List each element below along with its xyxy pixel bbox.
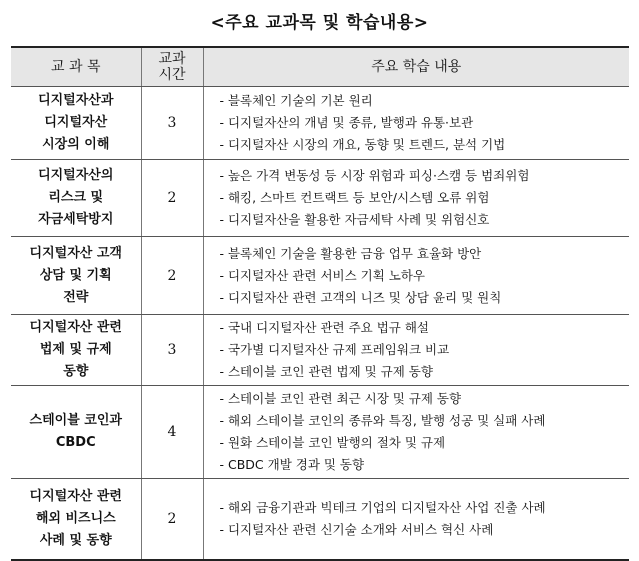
- content-cell: [203, 237, 629, 315]
- content-item: - 디지털자산 시장의 개요, 동향 및 트렌드, 분석 기법: [219, 137, 506, 152]
- page-title: <주요 교과목 및 학습내용>: [210, 13, 429, 33]
- content-cell: [203, 386, 629, 479]
- header-hours-line2: 시간: [158, 67, 186, 83]
- subject-line: 디지털자산과: [38, 93, 114, 108]
- subject-line: 스테이블 코인과: [29, 413, 122, 428]
- subject-line: 해외 비즈니스: [35, 511, 116, 526]
- content-item: - 디지털자산의 개념 및 종류, 발행과 유통·보관: [219, 115, 474, 130]
- content-item: - 원화 스테이블 코인 발행의 절차 및 규제: [219, 435, 446, 450]
- content-item: - 블록체인 기술을 활용한 금융 업무 효율화 방안: [219, 245, 482, 261]
- content-item: - 스테이블 코인 관련 법제 및 규제 동향: [219, 364, 433, 379]
- content-cell: [203, 479, 629, 561]
- header-hours-line1: 교과: [158, 51, 186, 67]
- subject-line: 디지털자산 관련: [29, 489, 122, 504]
- table-row: [11, 386, 629, 479]
- hours-cell: 2: [141, 237, 203, 315]
- header-subject: 교 과 목: [11, 47, 141, 87]
- subject-line: 사례 및 동향: [39, 533, 112, 548]
- content-item: - 스테이블 코인 관련 최근 시장 및 규제 동향: [219, 391, 462, 406]
- subject-cell: [11, 87, 141, 160]
- subject-line: 법제 및 규제: [39, 342, 112, 357]
- table-header-row: [11, 47, 629, 87]
- hours-cell: 2: [141, 479, 203, 561]
- subject-line: 전략: [63, 289, 89, 305]
- subject-cell: [11, 386, 141, 479]
- content-item: - 블록체인 기술의 기본 원리: [219, 93, 373, 108]
- subject-cell: [11, 479, 141, 561]
- hours-cell: 3: [141, 315, 203, 386]
- subject-cell: [11, 315, 141, 386]
- content-item: - CBDC 개발 경과 및 동향: [219, 457, 365, 472]
- content-item: - 디지털자산을 활용한 자금세탁 사례 및 위험신호: [219, 212, 490, 227]
- table-row: [11, 160, 629, 237]
- subject-line: 시장의 이해: [42, 137, 110, 152]
- hours-cell: 2: [141, 160, 203, 237]
- subject-line: 동향: [63, 364, 89, 379]
- subject-line: 리스크 및: [48, 190, 104, 205]
- hours-cell: 3: [141, 87, 203, 160]
- content-item: - 해외 금융기관과 빅테크 기업의 디지털자산 사업 진출 사례: [219, 500, 546, 515]
- content-cell: [203, 315, 629, 386]
- table-row: [11, 237, 629, 315]
- table-row: [11, 87, 629, 160]
- content-item: - 국내 디지털자산 관련 주요 법규 해설: [219, 320, 429, 335]
- subject-line: 디지털자산의: [38, 168, 114, 183]
- content-cell: [203, 87, 629, 160]
- table-row: [11, 479, 629, 561]
- curriculum-table: [11, 46, 629, 561]
- header-hours: [141, 47, 203, 87]
- content-item: - 디지털자산 관련 서비스 기획 노하우: [219, 267, 426, 283]
- content-item: - 디지털자산 관련 신기술 소개와 서비스 혁신 사례: [219, 522, 494, 537]
- header-content: 주요 학습 내용: [203, 47, 629, 87]
- content-item: - 해킹, 스마트 컨트랙트 등 보안/시스템 오류 위험: [219, 190, 490, 205]
- table-row: [11, 315, 629, 386]
- content-item: - 디지털자산 관련 고객의 니즈 및 상담 윤리 및 원칙: [219, 289, 502, 305]
- content-item: - 해외 스테이블 코인의 종류와 특징, 발행 성공 및 실패 사례: [219, 413, 546, 428]
- subject-line: 자금세탁방지: [38, 212, 114, 227]
- subject-line: CBDC: [55, 435, 96, 450]
- subject-line: 디지털자산: [44, 115, 108, 130]
- subject-line: 디지털자산 고객: [29, 245, 122, 261]
- subject-line: 디지털자산 관련: [29, 320, 122, 335]
- subject-line: 상담 및 기획: [39, 267, 112, 283]
- hours-cell: 4: [141, 386, 203, 479]
- subject-cell: [11, 237, 141, 315]
- content-item: - 높은 가격 변동성 등 시장 위험과 피싱·스캠 등 범죄위험: [219, 168, 530, 183]
- content-item: - 국가별 디지털자산 규제 프레임워크 비교: [219, 342, 450, 357]
- content-cell: [203, 160, 629, 237]
- subject-cell: [11, 160, 141, 237]
